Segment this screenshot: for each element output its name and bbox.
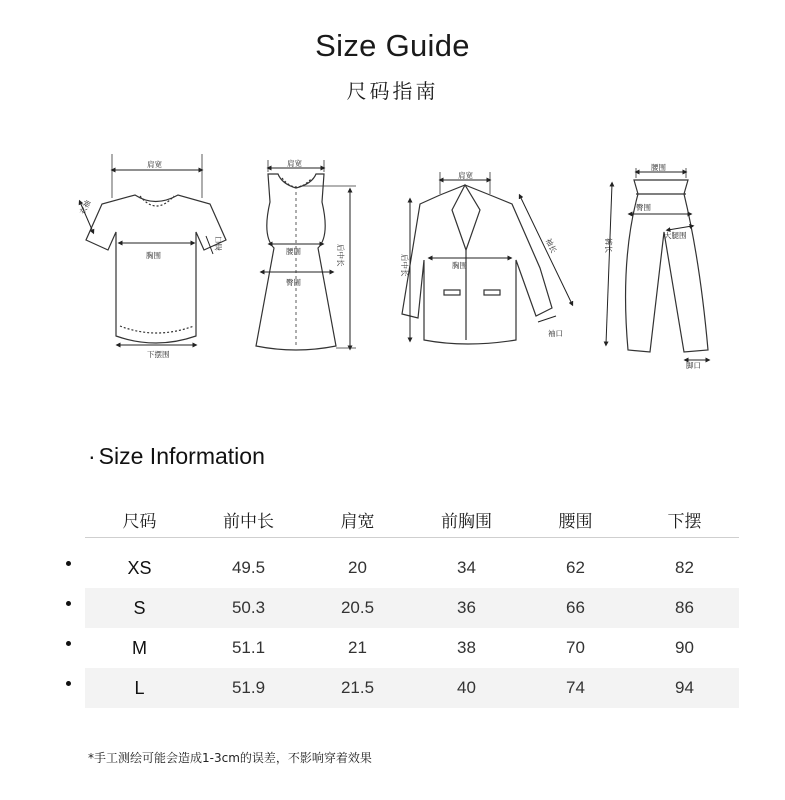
size-cell: S (133, 597, 146, 618)
dress-hip-label: 臀围 (286, 278, 301, 287)
size-table-header (85, 502, 739, 538)
chest-cell: 38 (457, 638, 476, 657)
waist-cell: 74 (566, 678, 585, 697)
hem-cell: 86 (675, 598, 694, 617)
waist-cell: 66 (566, 598, 585, 617)
table-row (85, 548, 739, 588)
section-heading-text: Size Information (98, 443, 265, 469)
chest-cell: 40 (457, 678, 476, 697)
section-dot: · (88, 443, 96, 469)
chest-cell: 34 (457, 558, 476, 577)
header-chest: 前胸围 (441, 512, 492, 532)
front-length-cell: 51.1 (231, 638, 266, 657)
row-bullet (66, 681, 71, 686)
size-table (85, 502, 739, 708)
dress-waist-label: 腰围 (286, 247, 301, 256)
garment-diagrams (0, 140, 785, 380)
dress-shoulder-label: 肩宽 (287, 159, 302, 168)
waist-cell: 70 (566, 638, 585, 657)
header-size: 尺码 (122, 512, 157, 532)
tshirt-sleeve-label: 衣袖 (77, 198, 93, 217)
page-title: Size Guide (315, 28, 470, 63)
row-bullet (66, 561, 71, 566)
section-heading (88, 443, 265, 470)
tshirt-chest-label: 胸围 (146, 251, 161, 260)
page-subtitle: 尺码指南 (346, 79, 439, 103)
table-row (85, 628, 739, 668)
front-length-cell: 49.5 (231, 558, 266, 577)
size-cell: M (132, 637, 147, 658)
shoulder-cell: 20 (348, 558, 367, 577)
size-cell: XS (127, 557, 152, 578)
pants-illustration (606, 168, 708, 360)
tshirt-hem-label: 下摆围 (147, 350, 170, 359)
blazer-cuff-label: 袖口 (548, 329, 563, 338)
header-front-length: 前中长 (223, 512, 274, 532)
blazer-length-label: 后中长 (400, 254, 409, 277)
hem-cell: 94 (675, 678, 694, 697)
chest-cell: 36 (457, 598, 476, 617)
pants-thigh-label: 大腿围 (664, 231, 687, 240)
header-hem: 下摆 (667, 512, 702, 532)
header-waist: 腰围 (558, 512, 593, 532)
waist-cell: 62 (566, 558, 585, 577)
shoulder-cell: 20.5 (340, 598, 375, 617)
header-shoulder: 肩宽 (340, 512, 375, 532)
pants-waist-label: 腰围 (651, 163, 666, 172)
hem-cell: 90 (675, 638, 694, 657)
size-table-body (85, 548, 739, 708)
blazer-shoulder-label: 肩宽 (458, 171, 473, 180)
front-length-cell: 51.9 (231, 678, 266, 697)
measurement-note: *手工测绘可能会造成1-3cm的误差，不影响穿着效果 (88, 751, 372, 765)
blazer-illustration (402, 172, 572, 344)
blazer-chest-label: 胸围 (452, 261, 467, 270)
row-bullet (66, 641, 71, 646)
size-cell: L (134, 677, 145, 698)
blazer-sleeve-label: 袖长 (543, 237, 559, 255)
table-row (85, 588, 739, 628)
pants-length-label: 裤长 (604, 238, 613, 253)
shoulder-cell: 21 (348, 638, 367, 657)
tshirt-shoulder-label: 肩宽 (147, 160, 162, 169)
pants-leg-opening-label: 脚口 (686, 361, 701, 370)
dress-length-label: 后中长 (336, 244, 345, 267)
table-row (85, 668, 739, 708)
tshirt-cuff-label: 袖口 (214, 236, 223, 251)
pants-hip-label: 臀围 (636, 203, 651, 212)
tshirt-illustration (80, 154, 226, 345)
front-length-cell: 50.3 (231, 598, 266, 617)
shoulder-cell: 21.5 (340, 678, 375, 697)
row-bullet (66, 601, 71, 606)
hem-cell: 82 (675, 558, 694, 577)
measurement-illustrations (0, 140, 785, 380)
